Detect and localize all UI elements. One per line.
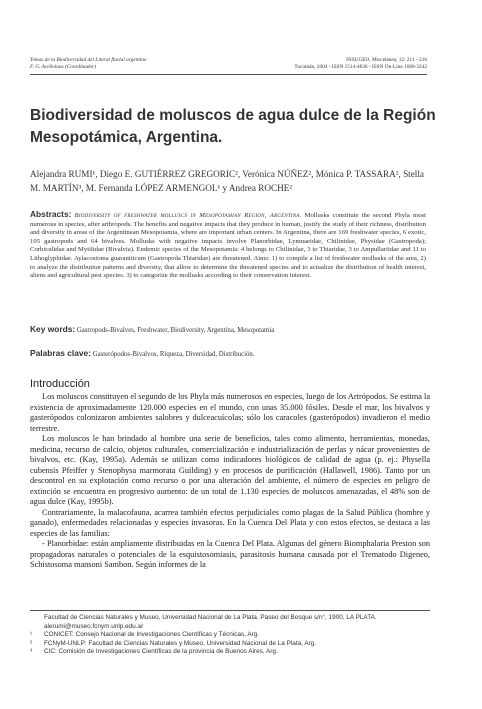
abstract — [30, 210, 426, 281]
keywords-spanish-label: Palabras clave: — [30, 348, 91, 358]
footnote — [30, 640, 430, 649]
paragraph: Contrariamente, la malacofauna, acarrea también efectos perjudiciales como plagas de la Salud Pública (hombre y ganado), enfermedades relacionadas y especies invasoras. En la Cuenca Del Plata y con estos efectos, se destaca a las especies de las familias: — [30, 507, 430, 538]
abstract-text: Mollusks constitute the second Phyla most numerous in species, after arthropods. The benefits and negative impacts that they produce in human, justify the study of their richness, distribution and diversity in areas of the Argentinean Mesopotamia, where are important urban centers. In Argentina, there are 169 freshwater species, 6 exotic, 105 gastropods and 64 bivalves. Mollusks with negative impacts involve Planorbidae, Lymnaeidae, Chilinidae, Physidae (Gastropoda); Corbiculidae and Mytilidae (Bivalvia). Endemic species of the Mesopotamia: 4 belongs to Chilinidae, 3 to Thiaridae, 3 to Ampullariidae and 11 to Lithoglyphidae. Aylacostoma guaraniticum (Gastropoda Thiaridae) are threatened. Aims: 1) to compile a list of freshwater mollusks of the area, 2) to analyze the distribution patterns and diversity, that allow to determine the threatened species and to actualize the distribution of health interest, aliens and agricultural pest species. 3) to categorize the mollusks according to their conservation interest. — [30, 212, 426, 280]
section-heading: Introducción — [30, 378, 90, 390]
footnote-mark: ¹ — [30, 631, 33, 638]
running-header-left — [30, 57, 147, 71]
paper-title: Biodiversidad de moluscos de agua dulce de la Región Mesopotámica, Argentina. — [30, 107, 436, 146]
coordinator: F. G. Aceñolaza (Coordinador) — [30, 64, 96, 70]
footnote — [30, 614, 430, 631]
body-text — [30, 392, 430, 571]
issn-line: Tucumán, 2004 - ISSN 1514-4836 - ISSN On-Line 1668-3242 — [294, 64, 427, 70]
footnote-mark: ² — [30, 639, 33, 647]
footnote-mark: ³ — [30, 648, 33, 655]
paragraph: Los moluscos le han brindado al hombre una serie de beneficios, tales como alimento, herramientas, monedas, medicina, recurso de calcio, objetos culturales, comercialización e industrialización de perlas y nácar provenientes de bivalvos, etc. (Kay, 1995a). Además se utilizan como indicadores biológicos de calidad de agua (p. ej.: Physella cubensis Pfeiffer y Stenophysa marmorata Guilding) y en procesos de purificación (Hallawell, 1986). Tanto por un descontrol en su explotación como recurso o por una alteración del ambiente, el número de especies en peligro de extinción se encuentra en progresivo aumento: de un total de 1.130 especies de moluscos amenazadas, el 48% son de agua dulce (Kay, 1995b). — [30, 434, 430, 506]
paragraph: Los moluscos constituyen el segundo de los Phyla más numerosos en especies, luego de los Artrópodos. Se estima la existencia de aproximadamente 120.000 especies en el mundo, con unas 35.000 fósiles. Desde el mar, los bivalvos y gasterópodos colonizaron ambientes salobres y dulceacuícolas; sólo los caracoles (gasterópodos) invadieron el medio terrestre. — [30, 392, 430, 433]
keywords-spanish — [30, 349, 430, 359]
keywords-spanish-text: Gasterópodos-Bivalvos, Riqueza, Diversidad, Distribución. — [92, 351, 255, 358]
footnote — [30, 631, 430, 640]
footnote-text: CIC: Comisión de Investigaciones Científicas de la provincia de Buenos Aires, Arg. — [44, 648, 278, 655]
paragraph: - Planorbidae: están ampliamente distribuidas en la Cuenca Del Plata. Algunas del género Biomphalaria Preston son propagadoras naturales o potenciales de la esquistosomiasis, parasitosis humana causada por el Trematodo Digeneo, Schistosoma mansoni Sambon. Según informes de la — [30, 539, 430, 569]
footnote-text: Facultad de Ciencias Naturales y Museo, Universidad Nacional de La Plata. Paseo del Bosque s/n°, 1900, LA PLATA. alerumi@museo.fcnym.unlp.edu.ar — [44, 614, 377, 630]
footnote-text: CONICET: Consejo Nacional de Investigaciones Científicas y Técnicas, Arg. — [44, 631, 260, 638]
abstract-label: Abstracts: — [30, 209, 72, 219]
footnote-mark — [30, 614, 44, 631]
footnotes — [30, 614, 430, 657]
journal-citation: INSUGEO, Miscelánea, 12: 211 - 216 — [346, 57, 427, 63]
footnote-divider — [30, 610, 430, 611]
keywords-text: Gastropods-Bivalves, Freshwater, Biodiversity, Argentina, Mesopotamia — [76, 327, 275, 334]
running-header-right — [294, 57, 427, 71]
header-divider — [30, 74, 427, 75]
abstract-subtitle: Biodiversity of freshwater molluscs in Mesopotamian Region, Argentina. — [74, 212, 302, 219]
footnote-text: FCNyM-UNLP: Facultad de Ciencias Naturales y Museo, Universidad Nacional de La Plata, Arg. — [44, 639, 317, 647]
footnote — [30, 648, 430, 657]
keywords-label: Key words: — [30, 324, 76, 334]
series-title: Temas de la Biodiversidad del Litoral fluvial argentino — [30, 57, 147, 63]
keywords — [30, 325, 430, 335]
author-list: Alejandra RUMI¹, Diego E. GUTIÉRREZ GREGORIC², Verónica NÚÑEZ², Mónica P. TASSARA², Stella M. MARTÍN³, M. Fernanda LÓPEZ ARMENGOL¹ y Andrea ROCHE² — [30, 169, 424, 193]
